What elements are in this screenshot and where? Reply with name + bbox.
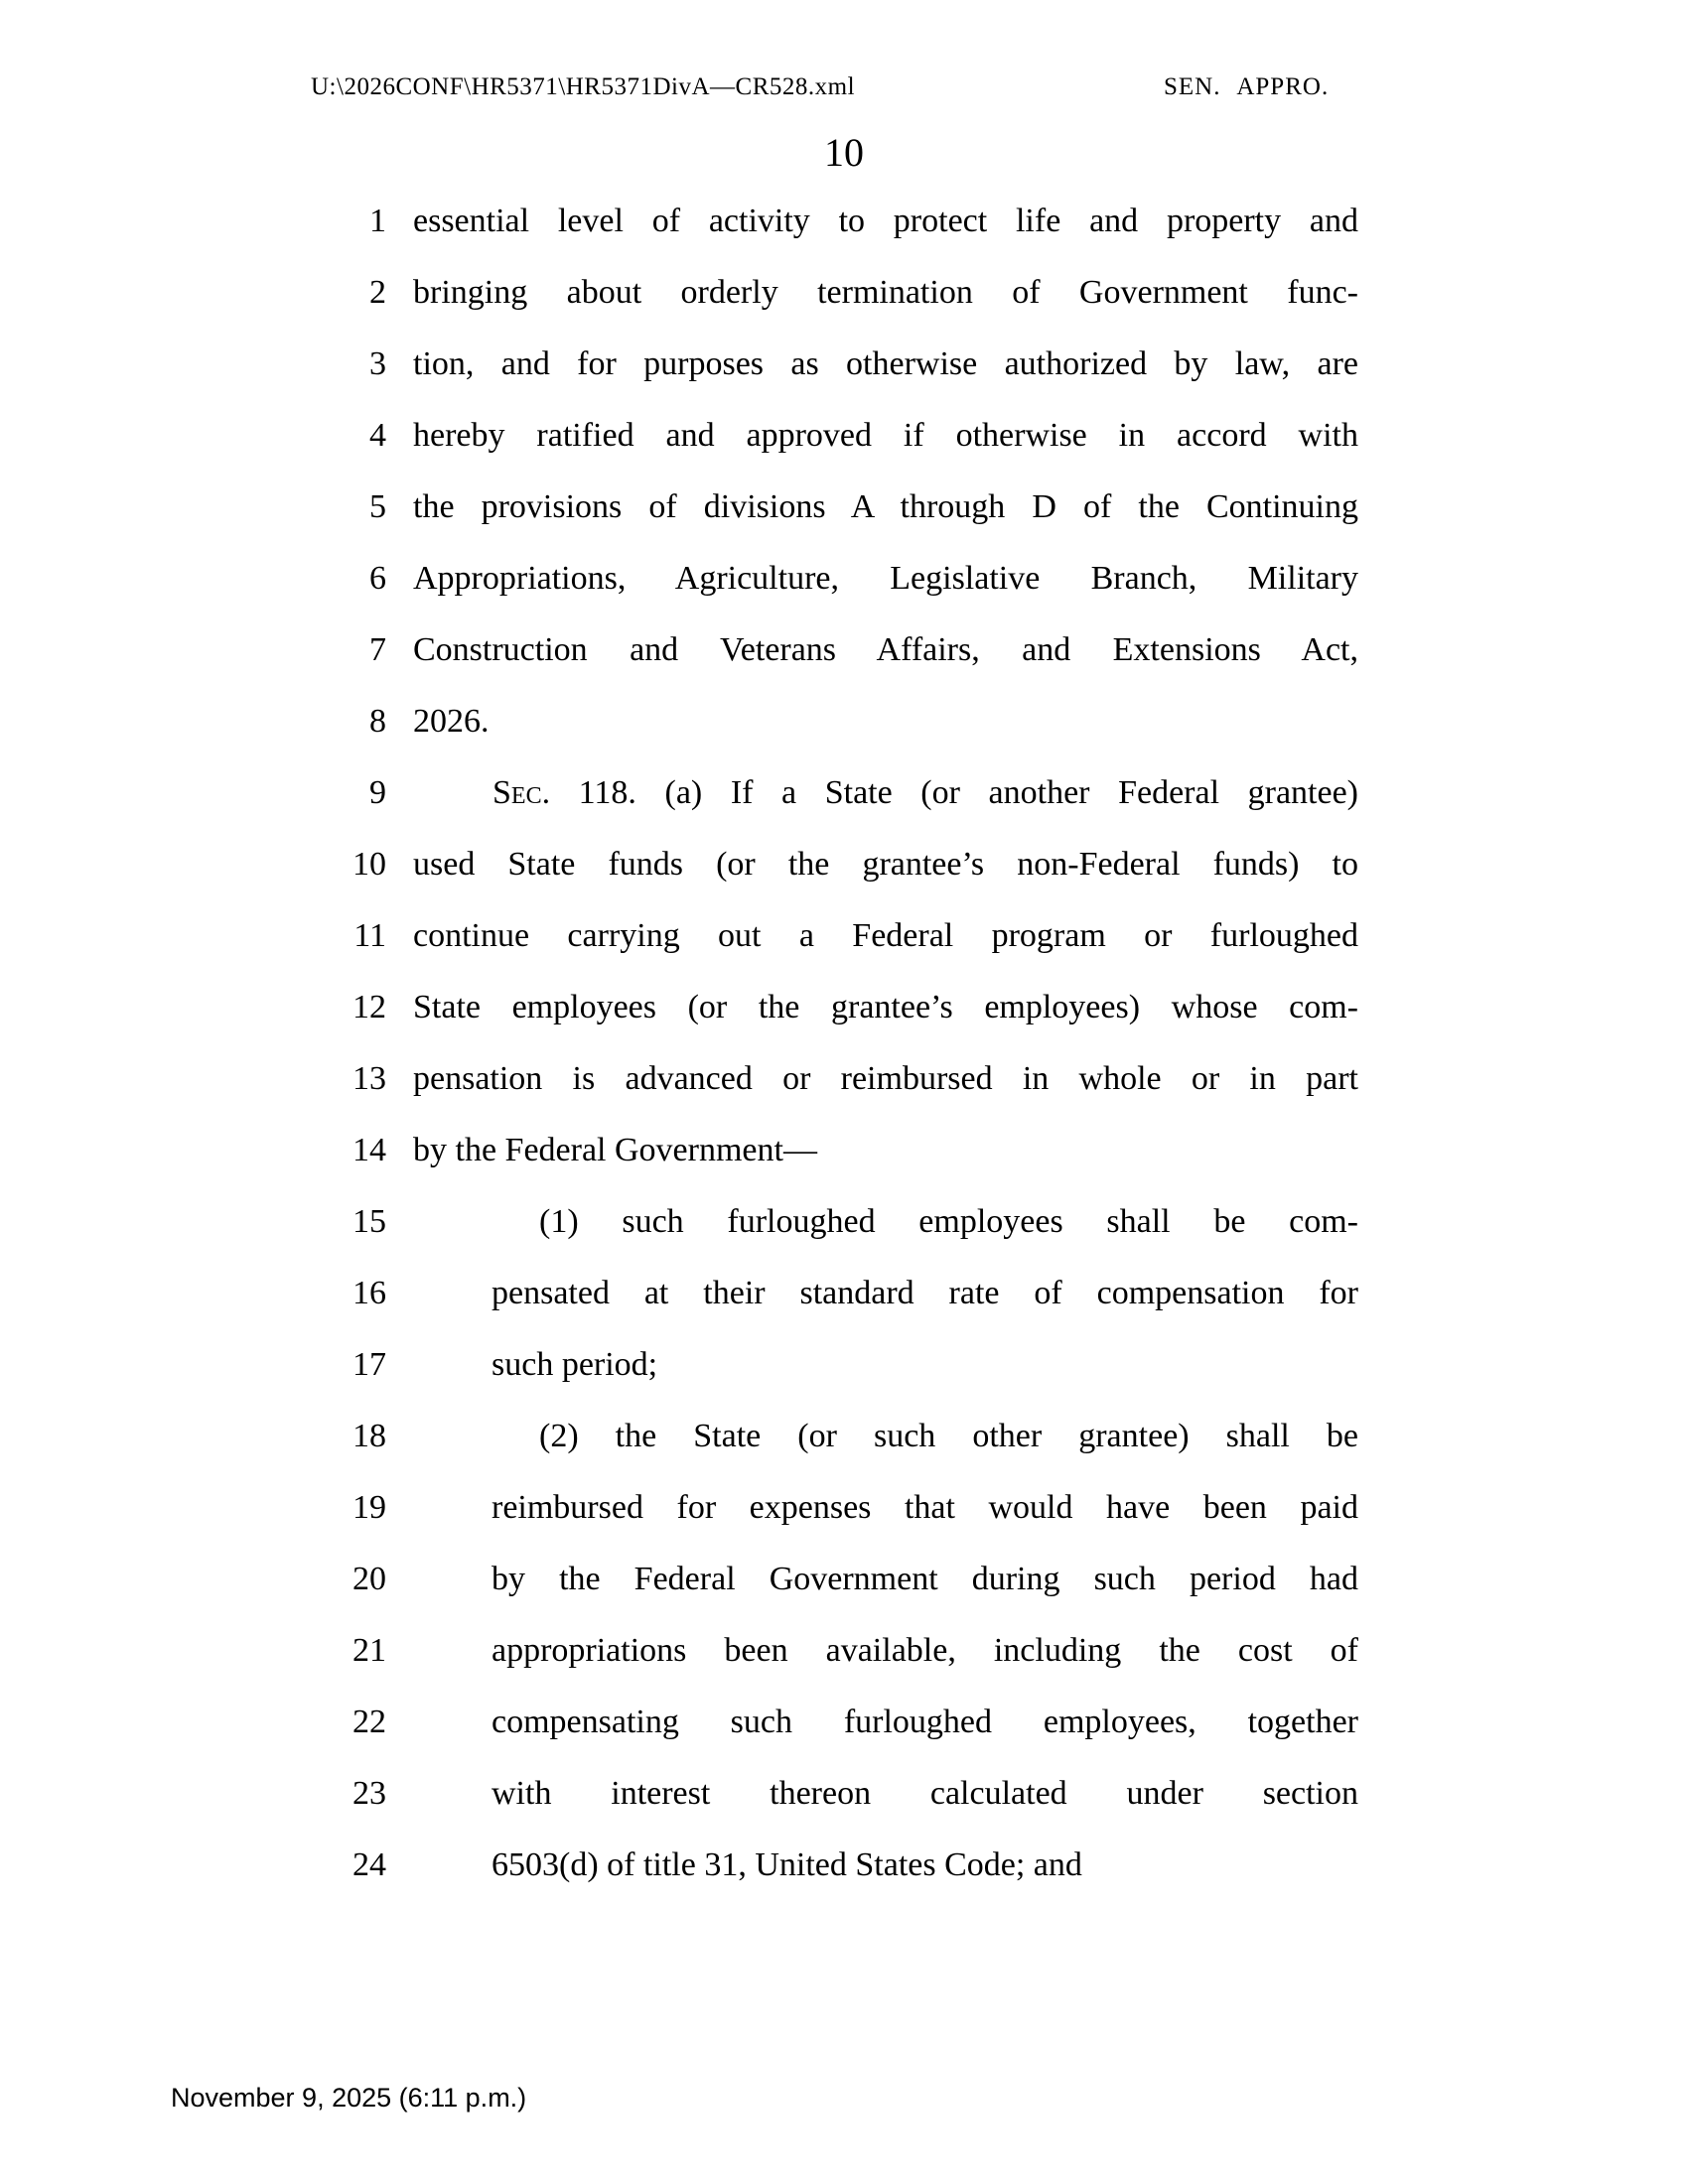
bill-line: [327, 1043, 1358, 1115]
line-number: 3: [369, 345, 386, 382]
line-number: 8: [369, 703, 386, 740]
line-number: 12: [352, 989, 386, 1025]
bill-line: [327, 829, 1358, 900]
header-committee-label: SEN. APPRO.: [1164, 73, 1330, 100]
bill-line: [327, 186, 1358, 257]
line-number: 10: [352, 846, 386, 883]
line-number: 24: [352, 1846, 386, 1883]
line-number: 14: [352, 1132, 386, 1168]
line-text: hereby ratified and approved if otherwise in accord with: [413, 417, 1358, 454]
line-text: 6503(d) of title 31, United States Code; and: [492, 1846, 1082, 1883]
line-number: 7: [369, 631, 386, 668]
section-label: Sec.: [492, 774, 551, 811]
line-number: 2: [369, 274, 386, 311]
line-text: the provisions of divisions A through D of the Continuing: [413, 488, 1358, 525]
line-number: 16: [352, 1275, 386, 1311]
bill-line: [327, 472, 1358, 543]
bill-line: [327, 1329, 1358, 1401]
bill-line: [327, 757, 1358, 829]
line-number: 20: [352, 1561, 386, 1597]
line-text: State employees (or the grantee’s employees) whose com-: [413, 989, 1358, 1025]
line-text: pensation is advanced or reimbursed in whole or in part: [413, 1060, 1358, 1097]
bill-line: [327, 900, 1358, 972]
line-number: 23: [352, 1775, 386, 1812]
line-number: 18: [352, 1418, 386, 1454]
line-number: 17: [352, 1346, 386, 1383]
line-text: by the Federal Government—: [413, 1132, 817, 1168]
bill-line: [327, 614, 1358, 686]
bill-line: [327, 686, 1358, 757]
line-text: Appropriations, Agriculture, Legislative Branch, Military: [413, 560, 1358, 597]
line-number: 15: [352, 1203, 386, 1240]
header-file-path: U:\2026CONF\HR5371\HR5371DivA—CR528.xml: [311, 73, 856, 100]
bill-line: [327, 1615, 1358, 1687]
line-text: bringing about orderly termination of Government func-: [413, 274, 1358, 311]
bill-line: [327, 543, 1358, 614]
line-text: used State funds (or the grantee’s non-Federal funds) to: [413, 846, 1358, 883]
line-text: 2026.: [413, 703, 490, 740]
bill-line: [327, 400, 1358, 472]
footer-timestamp: November 9, 2025 (6:11 p.m.): [171, 2083, 527, 2113]
line-text: reimbursed for expenses that would have been paid: [492, 1489, 1358, 1526]
line-text: with interest thereon calculated under section: [492, 1775, 1358, 1812]
line-text: tion, and for purposes as otherwise authorized by law, are: [413, 345, 1358, 382]
bill-line: [327, 1758, 1358, 1830]
bill-line: [327, 1186, 1358, 1258]
line-number: 19: [352, 1489, 386, 1526]
bill-body: [327, 186, 1358, 1901]
line-number: 11: [353, 917, 386, 954]
line-text: Sec. 118. (a) If a State (or another Federal grantee): [492, 774, 1358, 811]
line-text: such period;: [492, 1346, 658, 1383]
bill-line: [327, 1687, 1358, 1758]
line-text: appropriations been available, including the cost of: [492, 1632, 1358, 1669]
line-text: by the Federal Government during such period had: [492, 1561, 1358, 1597]
line-number: 13: [352, 1060, 386, 1097]
line-number: 1: [369, 203, 386, 239]
bill-line: [327, 972, 1358, 1043]
bill-line: [327, 329, 1358, 400]
bill-line: [327, 1258, 1358, 1329]
line-number: 4: [369, 417, 386, 454]
bill-line: [327, 1401, 1358, 1472]
line-number: 5: [369, 488, 386, 525]
bill-line: [327, 257, 1358, 329]
line-number: 21: [352, 1632, 386, 1669]
bill-line: [327, 1830, 1358, 1901]
line-number: 6: [369, 560, 386, 597]
line-text: compensating such furloughed employees, together: [492, 1704, 1358, 1740]
line-text: continue carrying out a Federal program or furloughed: [413, 917, 1358, 954]
bill-line: [327, 1472, 1358, 1544]
bill-line: [327, 1544, 1358, 1615]
line-text: essential level of activity to protect life and property and: [413, 203, 1358, 239]
page-number: 10: [824, 130, 864, 175]
line-number: 9: [369, 774, 386, 811]
line-text: pensated at their standard rate of compensation for: [492, 1275, 1358, 1311]
line-number: 22: [352, 1704, 386, 1740]
line-text: (1) such furloughed employees shall be com-: [539, 1203, 1358, 1240]
line-text: (2) the State (or such other grantee) shall be: [539, 1418, 1358, 1454]
bill-line: [327, 1115, 1358, 1186]
line-text: Construction and Veterans Affairs, and Extensions Act,: [413, 631, 1358, 668]
